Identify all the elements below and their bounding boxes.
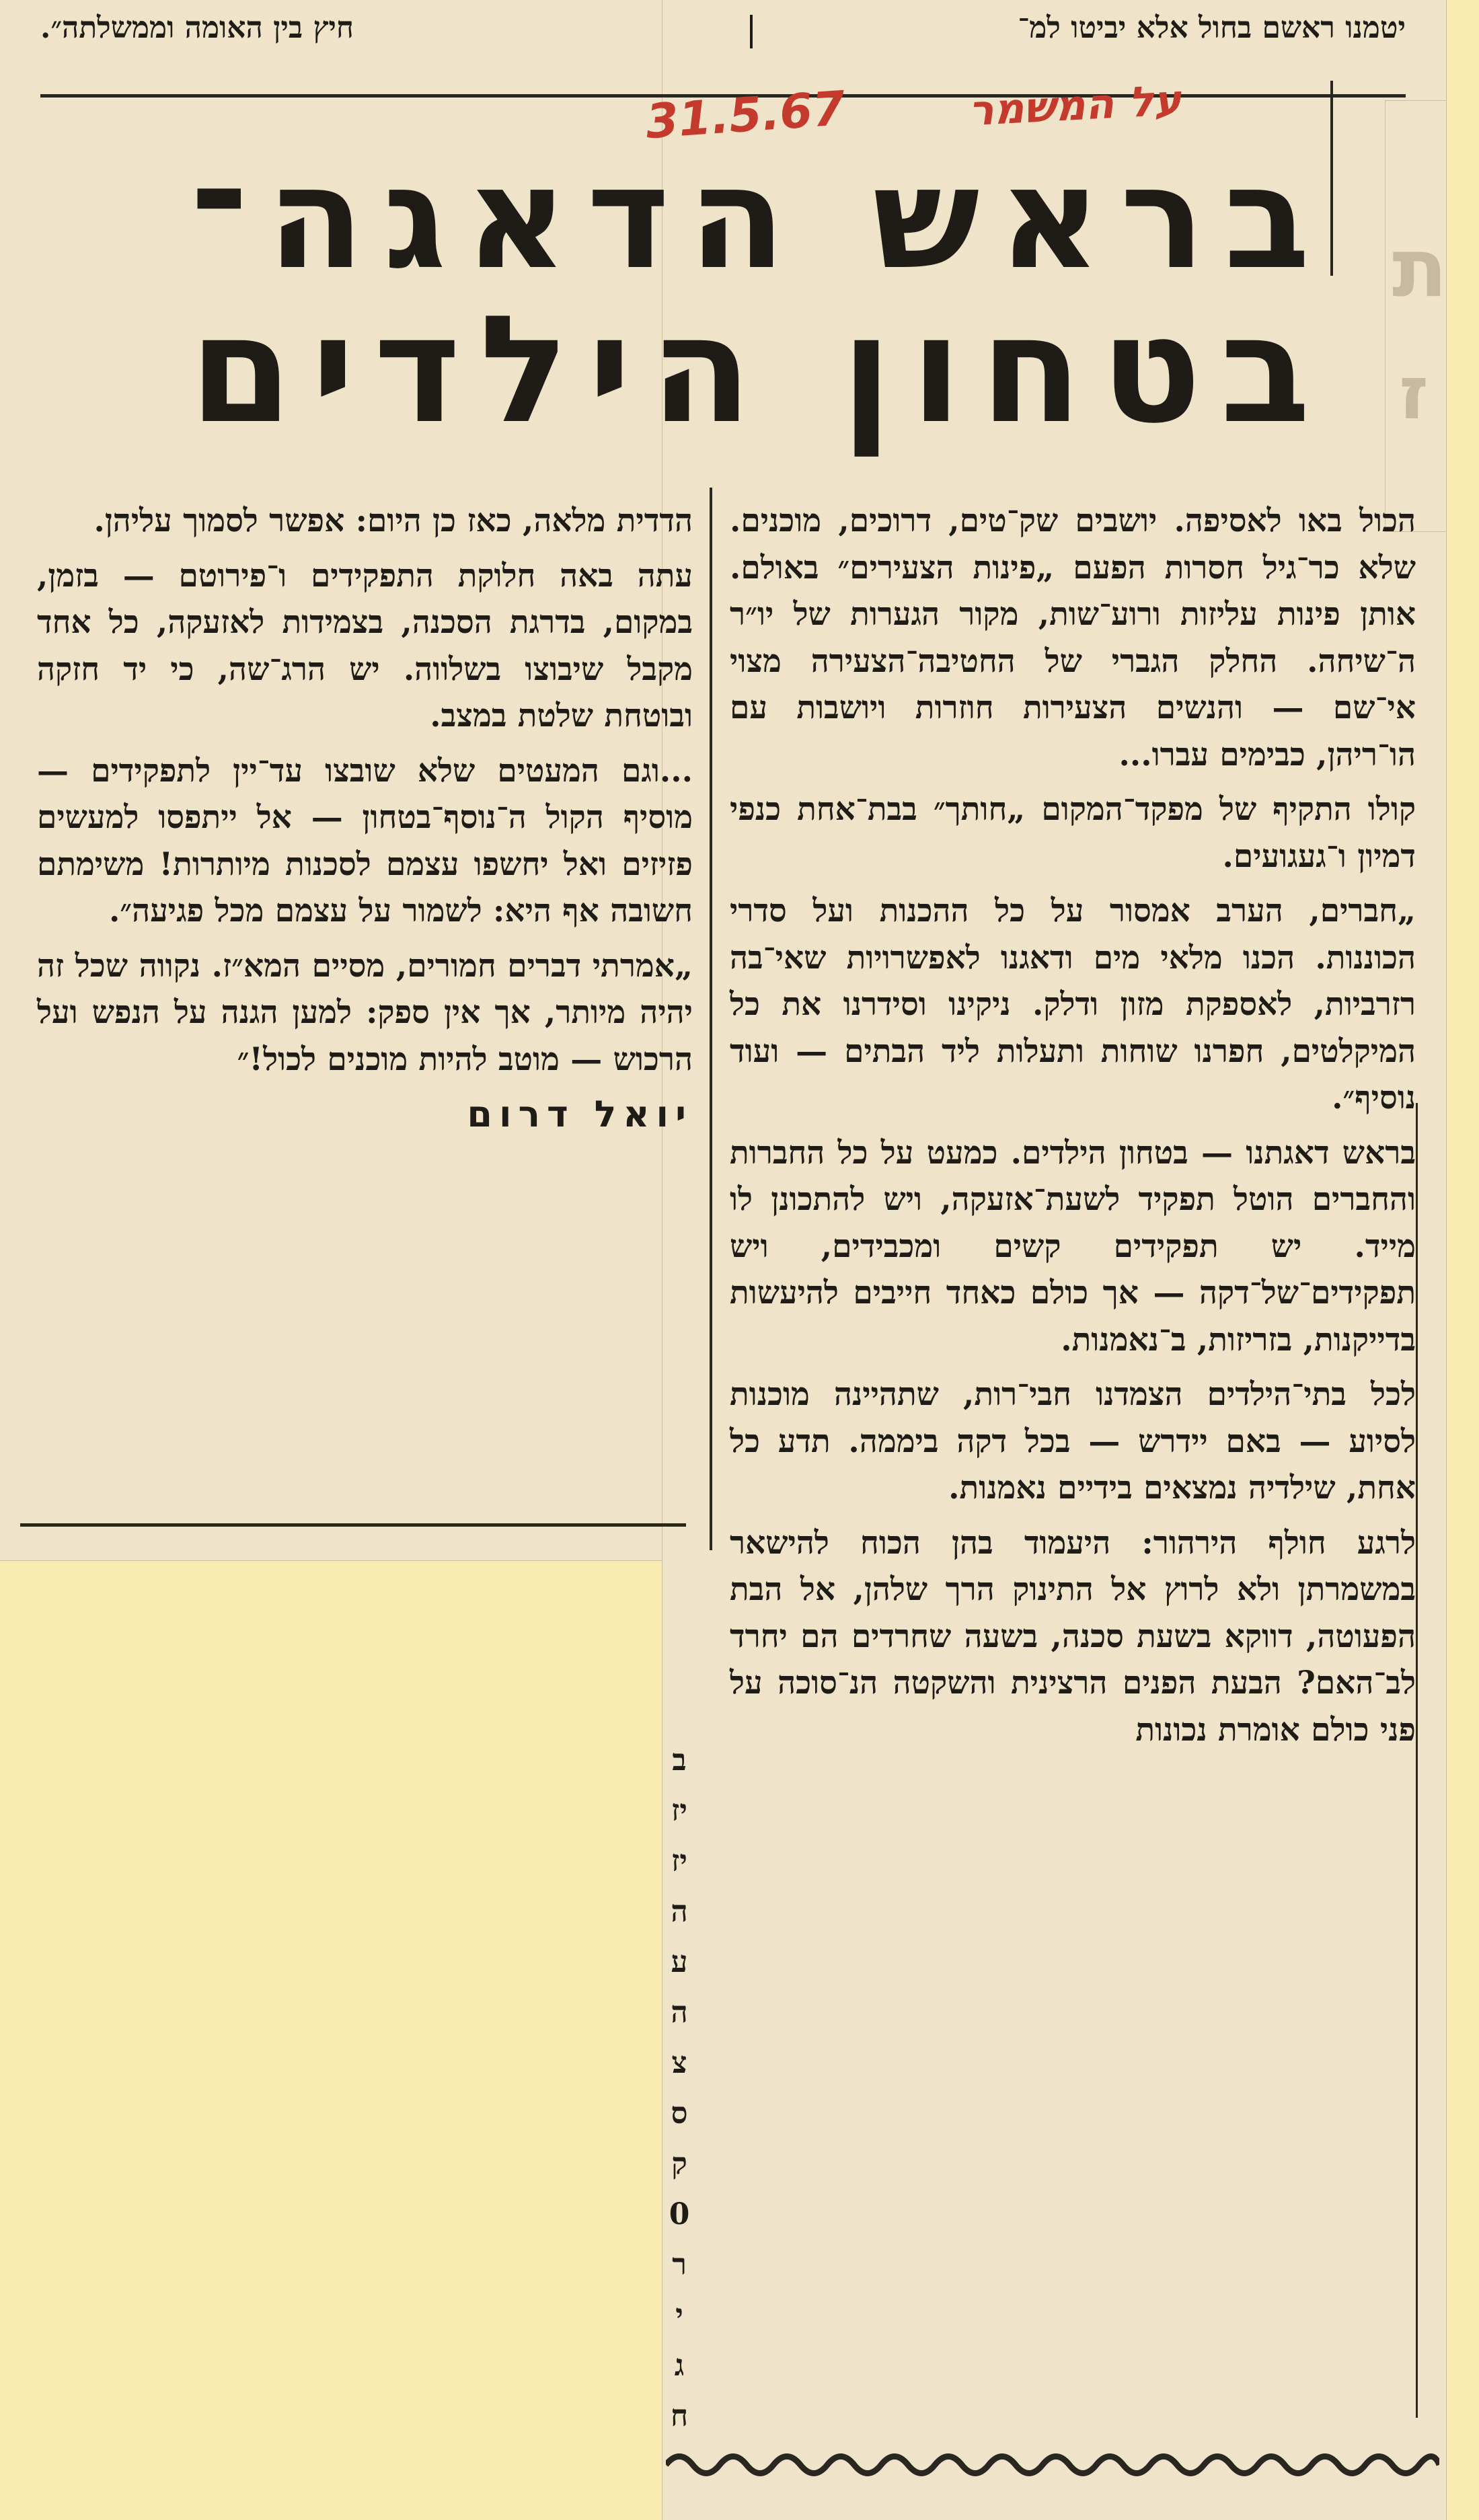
author-byline: יואל דרום bbox=[467, 1093, 693, 1135]
handwritten-date: 31.5.67 bbox=[644, 80, 847, 150]
adjacent-column-fragment bbox=[666, 1735, 693, 2441]
fragment-letter: ה bbox=[671, 1895, 688, 1929]
headline-line-1: בראש הדאגה־ bbox=[190, 136, 1329, 301]
column-separator bbox=[710, 488, 712, 1550]
end-rule bbox=[20, 1523, 686, 1527]
headline-line-2: בטחון הילדים bbox=[189, 284, 1330, 456]
ghost-letter: ז bbox=[1399, 350, 1429, 436]
fragment-letter: ח bbox=[670, 2399, 689, 2433]
handwritten-source: על המשמר bbox=[967, 75, 1183, 136]
paragraph: ...וגם המעטים שלא שובצו עד־יין לתפקידים — מוסיף הקול ה־נוסף־בטחון — אל ייתפסו למעשים פזיזים ואל יחשפו עצמם לסכנות מיותרות! משימתם חשובה אף היא: לשמור על עצמם מכל פגיעה״. bbox=[37, 752, 693, 929]
right-edge-rule bbox=[1416, 1103, 1418, 2418]
paragraph: עתה באה חלוקת התפקידים ו־פירוטם — בזמן, במקום, בדרגת הסכנה, בצמידות לאזעקה, כל אחד מקבל שיבוצו בשלווה. יש הרג־שה, כי יד חזקה ובוטחת שלטת במצב. bbox=[37, 557, 693, 734]
paragraph: קולו התקיף של מפקד־המקום „חותך״ בבת־אחת כנפי דמיון ו־געגועים. bbox=[730, 791, 1416, 875]
fragment-letter: 0 bbox=[669, 2197, 690, 2231]
fragment-letter: ה bbox=[671, 1995, 688, 2030]
fragment-letter: צ bbox=[671, 2046, 687, 2080]
paragraph: לכל בתי־הילדים הצמדנו חבי־רות, שתהיינה מוכנות לסיוע — באם יידרש — בכל דקה ביממה. תדע כל אחת, שילדיה נמצאים בידיים נאמנות. bbox=[730, 1376, 1416, 1506]
continuation-right: יטמנו ראשם בחול אלא יביטו למ־ bbox=[1018, 11, 1406, 45]
paragraph: „חברים, הערב אמסור על כל ההכנות ועל סדרי הכוננות. הכנו מלאי מים ודאגנו לאפשרויות שאי־בה רזרביות, לאספקת מזון ודלק. ניקינו וסידרנו את כל המיקלטים, חפרנו שוחות ותעלות ליד הבתים — ועוד נוסיף״. bbox=[730, 892, 1416, 1116]
fragment-letter: ע bbox=[671, 1945, 688, 1979]
wavy-border bbox=[666, 2441, 1439, 2482]
paragraph: „אמרתי דברים חמורים, מסיים המא״ז. נקווה שכל זה יהיה מיותר, אך אין ספק: למען הגנה על הנפש ועל הרכוש — מוטב להיות מוכנים לכול!״ bbox=[37, 947, 693, 1078]
fragment-letter: י bbox=[675, 2298, 683, 2332]
fragment-letter: יז bbox=[671, 1794, 687, 1828]
paragraph: הכול באו לאסיפה. יושבים שק־טים, דרוכים, מוכנים. שלא כר־גיל חסרות הפעם „פינות הצעירים״ באולם. אותן פינות עליזות ורוע־שות, מקור הגערות של יו״ר ה־שיחה. החלק הגברי של החטיבה־הצעירה מצוי אי־שם — והנשים הצעירות חוזרות ויושבות עם הו־ריהן, כבימים עברו... bbox=[730, 502, 1416, 773]
fragment-letter: ק bbox=[671, 2147, 687, 2181]
article-column-left bbox=[37, 498, 693, 1138]
clipping-edge-strip bbox=[1386, 101, 1446, 531]
ghost-letter: ת bbox=[1392, 222, 1447, 315]
article-column-right bbox=[730, 498, 1416, 1761]
fragment-letter: ס bbox=[671, 2096, 688, 2131]
paragraph: בראש דאגתנו — בטחון הילדים. כמעט על כל החברות והחברים הוטל תפקיד לשעת־אזעקה, ויש להתכונן לו מייד. יש תפקידים קשים ומכבידים, ויש תפקידים־של־דקה — אך כולם כאחד חייבים להיעשות בדייקנות, בזריזות, ב־נאמנות. bbox=[730, 1134, 1416, 1359]
fragment-letter: יז bbox=[671, 1844, 687, 1878]
column-divider bbox=[750, 15, 753, 48]
paragraph: לרגע חולף הירהור: היעמוד בהן הכוח להישאר במשמרתן ולא לרוץ אל התינוק הרך שלהן, אל הבת הפעוטה, דווקא בשעת סכנה, בשעה שחרדים הם יחרד לב־האם? הבעת הפנים הרצינית והשקטה הנ־סוכה על פני כולם אומרת נכונות bbox=[730, 1524, 1416, 1749]
fragment-letter: ב bbox=[672, 1743, 687, 1778]
fragment-letter: ג bbox=[674, 2349, 685, 2383]
paragraph: הדדית מלאה, כאז כן היום: אפשר לסמוך עליהן. bbox=[93, 502, 693, 539]
top-continuation-line bbox=[27, 8, 1406, 55]
fragment-letter: ר bbox=[672, 2248, 687, 2282]
continuation-left: חיץ בין האומה וממשלתה״. bbox=[40, 11, 354, 45]
